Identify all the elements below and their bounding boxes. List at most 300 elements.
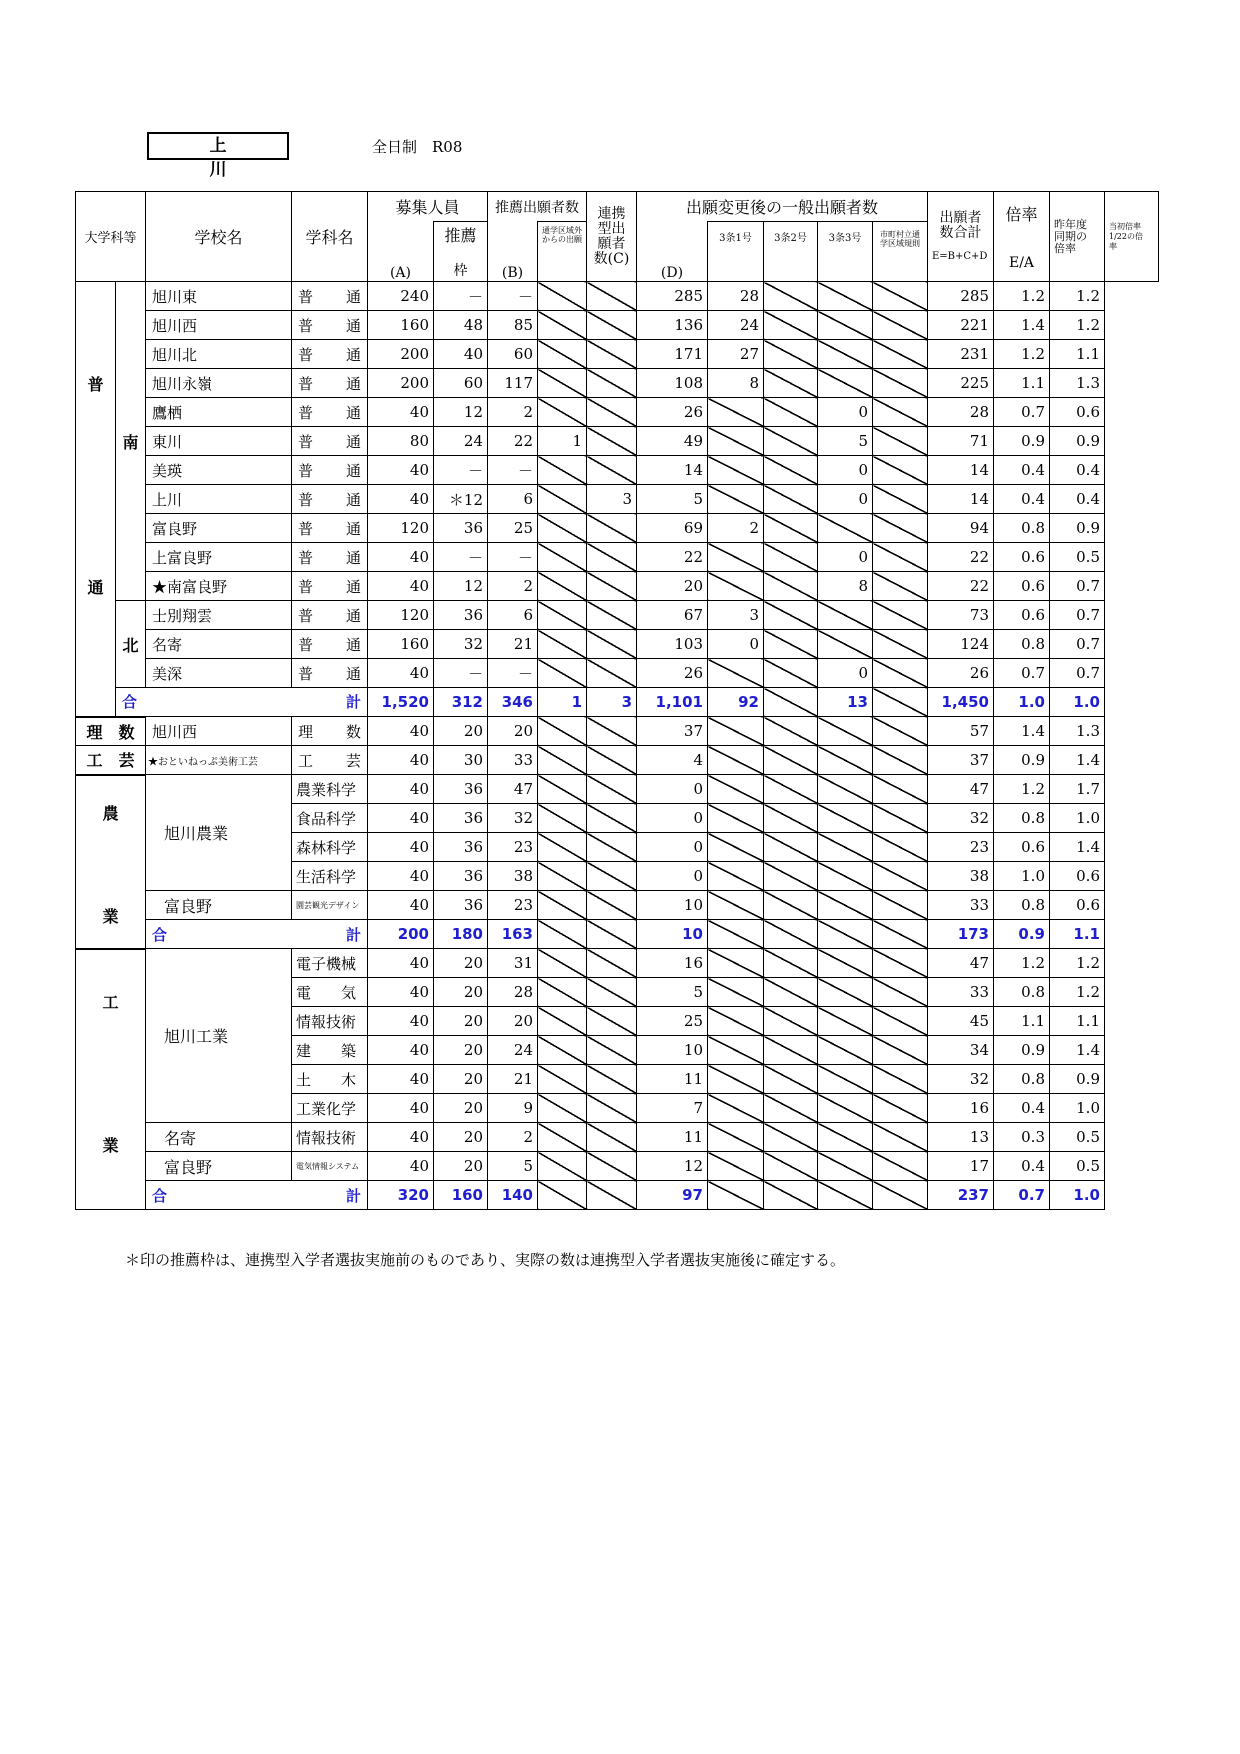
value-cell: 225 xyxy=(928,369,994,398)
dept-name: 園芸観光デザイン xyxy=(292,891,368,920)
value-cell xyxy=(708,1152,764,1181)
value-cell: 0 xyxy=(818,485,873,514)
value-cell: 120 xyxy=(368,601,434,630)
value-cell xyxy=(538,746,587,775)
category-kogei: 工 芸 xyxy=(76,746,146,775)
value-cell: 237 xyxy=(928,1181,994,1210)
value-cell xyxy=(538,775,587,804)
value-cell xyxy=(587,746,637,775)
value-cell xyxy=(538,514,587,543)
value-cell: 0.6 xyxy=(1050,398,1105,427)
table-row xyxy=(76,775,1159,804)
value-cell: 49 xyxy=(637,427,708,456)
value-cell xyxy=(587,775,637,804)
value-cell xyxy=(538,1181,587,1210)
value-cell: 8 xyxy=(818,572,873,601)
value-cell: 320 xyxy=(368,1181,434,1210)
dept-name: 情報技術 xyxy=(292,1007,368,1036)
value-cell xyxy=(764,804,818,833)
category-nogyo-2: 業 xyxy=(102,906,119,926)
table-row xyxy=(76,746,1159,775)
category-futsu-2: 通 xyxy=(87,578,104,597)
value-cell: 221 xyxy=(928,311,994,340)
value-cell: 1.4 xyxy=(994,717,1050,746)
value-cell: 200 xyxy=(368,369,434,398)
header-ratio-label: 倍率 xyxy=(1005,205,1038,224)
value-cell: 0.6 xyxy=(994,833,1050,862)
value-cell: 32 xyxy=(928,1065,994,1094)
value-cell: 136 xyxy=(637,311,708,340)
school-name: 東川 xyxy=(146,427,292,456)
table-row xyxy=(76,572,1159,601)
dept-name xyxy=(292,427,368,456)
value-cell xyxy=(873,630,928,659)
value-cell: 20 xyxy=(434,1065,488,1094)
school-name: ★南富良野 xyxy=(146,572,292,601)
value-cell: 26 xyxy=(637,398,708,427)
value-cell xyxy=(818,1065,873,1094)
value-cell xyxy=(587,398,637,427)
total-label xyxy=(116,688,368,717)
header-g4 xyxy=(873,222,928,282)
value-cell: 0.9 xyxy=(994,1036,1050,1065)
category-kogyo-2: 業 xyxy=(102,1135,119,1155)
table-row xyxy=(76,949,1159,978)
dept-name-a: 普 xyxy=(298,635,314,654)
page-subtitle: 全日制 R08 xyxy=(372,138,463,156)
value-cell xyxy=(764,572,818,601)
value-cell xyxy=(818,746,873,775)
school-name: 富良野 xyxy=(146,514,292,543)
school-name: 鷹栖 xyxy=(146,398,292,427)
value-cell: 0.6 xyxy=(1050,862,1105,891)
dept-name-a: 普 xyxy=(298,577,314,596)
value-cell xyxy=(708,1065,764,1094)
table-row xyxy=(76,1181,1159,1210)
value-cell: 23 xyxy=(928,833,994,862)
header-capacity: 募集人員 xyxy=(368,192,488,222)
value-cell: 1.1 xyxy=(1050,920,1105,949)
value-cell: 5 xyxy=(637,978,708,1007)
value-cell: 60 xyxy=(434,369,488,398)
value-cell: 22 xyxy=(637,543,708,572)
value-cell: 0.8 xyxy=(994,630,1050,659)
dept-name: 土 木 xyxy=(292,1065,368,1094)
value-cell xyxy=(873,1181,928,1210)
value-cell: 1.3 xyxy=(1050,369,1105,398)
total-label-b: 計 xyxy=(345,693,361,712)
value-cell xyxy=(764,891,818,920)
value-cell: 312 xyxy=(434,688,488,717)
value-cell xyxy=(818,1123,873,1152)
value-cell: 1.2 xyxy=(994,282,1050,311)
value-cell: 171 xyxy=(637,340,708,369)
value-cell: 40 xyxy=(368,572,434,601)
value-cell: 1.4 xyxy=(1050,833,1105,862)
table-row xyxy=(76,717,1159,746)
value-cell xyxy=(873,804,928,833)
dept-name-a: 普 xyxy=(298,606,314,625)
header-rec-applicants: 推薦出願者数 xyxy=(488,192,587,222)
value-cell: 0.9 xyxy=(994,920,1050,949)
value-cell: 3 xyxy=(587,485,637,514)
category-nogyo-1: 農 xyxy=(102,803,119,823)
dept-name-a: 普 xyxy=(298,374,314,393)
value-cell: 1.4 xyxy=(1050,1036,1105,1065)
value-cell: 124 xyxy=(928,630,994,659)
value-cell: 103 xyxy=(637,630,708,659)
school-name: 旭川工業 xyxy=(146,949,292,1123)
value-cell: 40 xyxy=(368,891,434,920)
header-rec-frame xyxy=(434,222,488,282)
value-cell: 20 xyxy=(488,1007,538,1036)
value-cell: 40 xyxy=(368,978,434,1007)
value-cell: 28 xyxy=(488,978,538,1007)
value-cell: 26 xyxy=(637,659,708,688)
value-cell xyxy=(538,1007,587,1036)
value-cell xyxy=(764,688,818,717)
value-cell: 0.8 xyxy=(994,804,1050,833)
school-name: 富良野 xyxy=(146,891,292,920)
dept-name xyxy=(292,311,368,340)
value-cell xyxy=(873,659,928,688)
value-cell: 25 xyxy=(488,514,538,543)
value-cell: 40 xyxy=(368,717,434,746)
value-cell xyxy=(818,1152,873,1181)
value-cell: 40 xyxy=(368,1152,434,1181)
header-total-formula: E=B+C+D xyxy=(932,251,988,262)
value-cell xyxy=(708,775,764,804)
dept-name-a: 普 xyxy=(298,316,314,335)
value-cell xyxy=(764,1065,818,1094)
value-cell: 1,520 xyxy=(368,688,434,717)
value-cell: 20 xyxy=(488,717,538,746)
value-cell xyxy=(818,1094,873,1123)
table-row xyxy=(76,427,1159,456)
value-cell: 10 xyxy=(637,891,708,920)
region-north: 北 xyxy=(116,601,146,688)
value-cell: 73 xyxy=(928,601,994,630)
value-cell xyxy=(764,1181,818,1210)
value-cell: 25 xyxy=(637,1007,708,1036)
value-cell: － xyxy=(488,456,538,485)
dept-name-a: 普 xyxy=(298,548,314,567)
value-cell: － xyxy=(488,543,538,572)
table-row xyxy=(76,340,1159,369)
value-cell xyxy=(538,804,587,833)
dept-name-a: 普 xyxy=(298,490,314,509)
dept-name xyxy=(292,659,368,688)
school-name: 名寄 xyxy=(146,1123,292,1152)
value-cell xyxy=(538,456,587,485)
value-cell xyxy=(587,891,637,920)
header-partner xyxy=(587,192,637,282)
dept-name-b: 通 xyxy=(345,432,361,451)
category-kogyo-1: 工 xyxy=(102,992,119,1012)
value-cell: 26 xyxy=(928,659,994,688)
value-cell: － xyxy=(434,543,488,572)
value-cell xyxy=(708,717,764,746)
table-row xyxy=(76,369,1159,398)
value-cell: 0.7 xyxy=(1050,630,1105,659)
value-cell xyxy=(873,1036,928,1065)
value-cell: 0.9 xyxy=(1050,427,1105,456)
school-name: 名寄 xyxy=(146,630,292,659)
dept-name xyxy=(292,601,368,630)
value-cell: 21 xyxy=(488,630,538,659)
value-cell xyxy=(708,456,764,485)
value-cell xyxy=(708,804,764,833)
header-general: 出願変更後の一般出願者数 xyxy=(637,192,928,222)
value-cell xyxy=(873,543,928,572)
value-cell xyxy=(538,369,587,398)
value-cell: 20 xyxy=(434,1123,488,1152)
value-cell: 37 xyxy=(637,717,708,746)
value-cell: 40 xyxy=(368,949,434,978)
value-cell: 0.5 xyxy=(1050,1152,1105,1181)
value-cell: 0 xyxy=(818,659,873,688)
value-cell: 0.9 xyxy=(994,746,1050,775)
header-rec-b: (B) xyxy=(488,222,538,282)
value-cell: 1.3 xyxy=(1050,717,1105,746)
value-cell: 180 xyxy=(434,920,488,949)
value-cell: 6 xyxy=(488,601,538,630)
header-ratio-ea: E/A xyxy=(1008,255,1035,271)
value-cell xyxy=(818,833,873,862)
value-cell: 36 xyxy=(434,862,488,891)
value-cell xyxy=(764,833,818,862)
value-cell: 31 xyxy=(488,949,538,978)
dept-name xyxy=(292,282,368,311)
school-name: 富良野 xyxy=(146,1152,292,1181)
value-cell: 1.1 xyxy=(994,369,1050,398)
value-cell xyxy=(538,630,587,659)
value-cell: 5 xyxy=(818,427,873,456)
value-cell xyxy=(538,1152,587,1181)
value-cell: 0.4 xyxy=(1050,485,1105,514)
value-cell: 163 xyxy=(488,920,538,949)
value-cell: 1.2 xyxy=(1050,949,1105,978)
school-name: 上川 xyxy=(146,485,292,514)
table-row xyxy=(76,282,1159,311)
table-row xyxy=(76,1152,1159,1181)
value-cell: 40 xyxy=(368,1007,434,1036)
value-cell xyxy=(818,1007,873,1036)
value-cell: 33 xyxy=(928,891,994,920)
value-cell: 140 xyxy=(488,1181,538,1210)
value-cell xyxy=(708,978,764,1007)
header-rec-frame-2: 枠 xyxy=(453,263,468,279)
header-last-year-label: 昨年度同期の倍率 xyxy=(1054,217,1087,255)
value-cell xyxy=(818,369,873,398)
value-cell xyxy=(873,688,928,717)
value-cell: 160 xyxy=(434,1181,488,1210)
value-cell xyxy=(587,833,637,862)
table-row xyxy=(76,398,1159,427)
value-cell: 1.0 xyxy=(994,688,1050,717)
value-cell xyxy=(538,543,587,572)
value-cell: 240 xyxy=(368,282,434,311)
header-initial xyxy=(1105,192,1159,282)
value-cell: 3 xyxy=(587,688,637,717)
value-cell xyxy=(873,862,928,891)
value-cell: 0 xyxy=(708,630,764,659)
dept-name: 情報技術 xyxy=(292,1123,368,1152)
value-cell: － xyxy=(488,282,538,311)
value-cell: 2 xyxy=(488,572,538,601)
category-kogyo xyxy=(76,949,146,1210)
value-cell xyxy=(708,659,764,688)
value-cell: 0.6 xyxy=(994,572,1050,601)
value-cell: 9 xyxy=(488,1094,538,1123)
table-row xyxy=(76,920,1159,949)
value-cell xyxy=(587,659,637,688)
value-cell xyxy=(538,282,587,311)
value-cell: 40 xyxy=(368,1065,434,1094)
table-row xyxy=(76,543,1159,572)
value-cell: 37 xyxy=(928,746,994,775)
dept-name-b: 通 xyxy=(345,345,361,364)
school-name: 美瑛 xyxy=(146,456,292,485)
value-cell xyxy=(587,369,637,398)
value-cell: 23 xyxy=(488,891,538,920)
value-cell: 1.1 xyxy=(1050,1007,1105,1036)
dept-name-a: 工 xyxy=(298,751,314,770)
school-name: 旭川西 xyxy=(146,717,292,746)
header-initial-label: 当初倍率1/22の倍率 xyxy=(1109,221,1143,251)
value-cell: 40 xyxy=(434,340,488,369)
dept-name-b: 通 xyxy=(345,287,361,306)
value-cell: 6 xyxy=(488,485,538,514)
region-title: 上 川 xyxy=(147,132,289,160)
value-cell: 1,450 xyxy=(928,688,994,717)
dept-name xyxy=(292,456,368,485)
header-school: 学校名 xyxy=(146,192,292,282)
dept-name: 電子機械 xyxy=(292,949,368,978)
value-cell: 173 xyxy=(928,920,994,949)
value-cell xyxy=(764,1036,818,1065)
applicants-table xyxy=(75,191,1159,1210)
total-label xyxy=(146,920,368,949)
value-cell xyxy=(764,659,818,688)
value-cell: 5 xyxy=(637,485,708,514)
value-cell: 40 xyxy=(368,1036,434,1065)
value-cell xyxy=(818,775,873,804)
value-cell xyxy=(818,630,873,659)
value-cell: 20 xyxy=(434,717,488,746)
value-cell: 1.2 xyxy=(994,340,1050,369)
dept-name: 工業化学 xyxy=(292,1094,368,1123)
value-cell xyxy=(587,340,637,369)
value-cell: 14 xyxy=(928,485,994,514)
value-cell: 0 xyxy=(637,833,708,862)
value-cell xyxy=(873,1094,928,1123)
value-cell xyxy=(708,572,764,601)
value-cell: 12 xyxy=(434,572,488,601)
value-cell xyxy=(818,1181,873,1210)
value-cell: 0.4 xyxy=(994,485,1050,514)
header-category: 大学科等 xyxy=(76,192,146,282)
value-cell: 60 xyxy=(488,340,538,369)
total-label-b: 計 xyxy=(345,1186,361,1205)
value-cell xyxy=(873,427,928,456)
value-cell xyxy=(873,311,928,340)
value-cell xyxy=(538,833,587,862)
category-futsu-1: 普 xyxy=(87,375,104,394)
value-cell: 0.4 xyxy=(994,1152,1050,1181)
value-cell: 47 xyxy=(488,775,538,804)
value-cell: 0.4 xyxy=(1050,456,1105,485)
value-cell xyxy=(873,717,928,746)
value-cell xyxy=(538,398,587,427)
value-cell: 285 xyxy=(928,282,994,311)
value-cell xyxy=(764,1007,818,1036)
value-cell xyxy=(873,514,928,543)
value-cell: 0.6 xyxy=(1050,891,1105,920)
value-cell: 0.8 xyxy=(994,1065,1050,1094)
dept-name xyxy=(292,340,368,369)
dept-name-b: 通 xyxy=(345,635,361,654)
value-cell: 0 xyxy=(818,543,873,572)
value-cell: 40 xyxy=(368,746,434,775)
value-cell xyxy=(818,920,873,949)
dept-name-a: 普 xyxy=(298,432,314,451)
table-row xyxy=(76,688,1159,717)
header-rec-frame-1: 推薦 xyxy=(444,226,477,245)
value-cell xyxy=(764,456,818,485)
total-label-a: 合 xyxy=(152,1186,168,1205)
value-cell: 13 xyxy=(928,1123,994,1152)
dept-name: 森林科学 xyxy=(292,833,368,862)
value-cell xyxy=(764,630,818,659)
value-cell xyxy=(538,1123,587,1152)
value-cell: 36 xyxy=(434,891,488,920)
value-cell: 285 xyxy=(637,282,708,311)
dept-name-a: 普 xyxy=(298,345,314,364)
value-cell xyxy=(818,1036,873,1065)
value-cell: 92 xyxy=(708,688,764,717)
dept-name: 農業科学 xyxy=(292,775,368,804)
value-cell: 57 xyxy=(928,717,994,746)
value-cell xyxy=(587,1181,637,1210)
value-cell: 0 xyxy=(818,398,873,427)
value-cell xyxy=(538,891,587,920)
value-cell xyxy=(587,456,637,485)
value-cell: 0 xyxy=(818,456,873,485)
value-cell: 13 xyxy=(818,688,873,717)
value-cell xyxy=(708,398,764,427)
value-cell xyxy=(764,543,818,572)
value-cell: － xyxy=(488,659,538,688)
value-cell xyxy=(538,920,587,949)
value-cell: 0.4 xyxy=(994,456,1050,485)
header-g4-label: 市町村立通学区域規則 xyxy=(880,230,920,248)
value-cell: 1.0 xyxy=(1050,688,1105,717)
value-cell xyxy=(708,485,764,514)
value-cell: 32 xyxy=(488,804,538,833)
value-cell: 47 xyxy=(928,775,994,804)
value-cell: 71 xyxy=(928,427,994,456)
value-cell: － xyxy=(434,282,488,311)
school-name: 美深 xyxy=(146,659,292,688)
value-cell: － xyxy=(434,659,488,688)
value-cell xyxy=(538,659,587,688)
header-last-year xyxy=(1050,192,1105,282)
value-cell xyxy=(818,601,873,630)
value-cell xyxy=(708,1123,764,1152)
value-cell xyxy=(873,1007,928,1036)
value-cell xyxy=(764,1152,818,1181)
